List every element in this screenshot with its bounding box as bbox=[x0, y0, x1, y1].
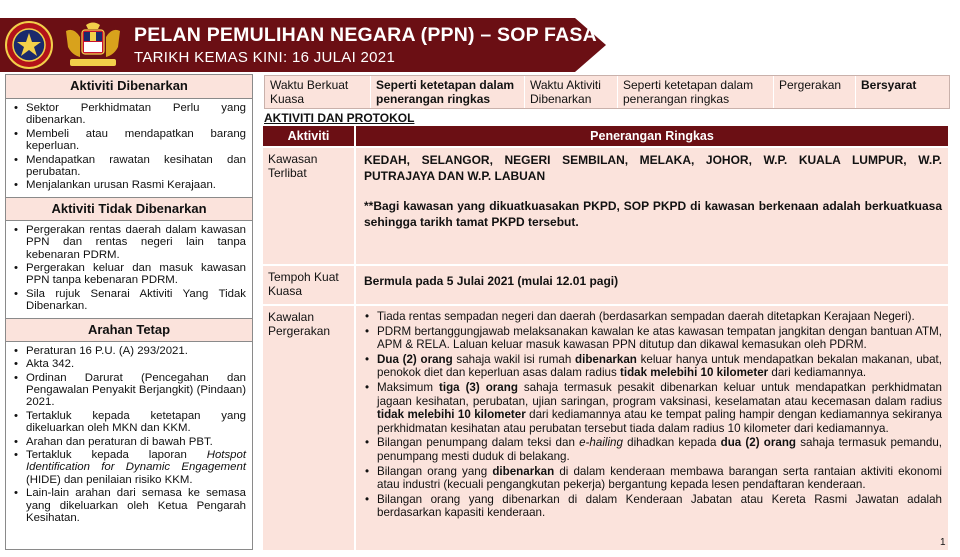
info-label-movement: Pergerakan bbox=[774, 76, 856, 108]
text: dihadkan kepada bbox=[622, 436, 721, 450]
list-item: • Sila rujuk Senarai Aktiviti Yang Tidak Dibenarkan. bbox=[14, 288, 246, 313]
list-item bbox=[364, 381, 942, 435]
list-item: • Pergerakan keluar dan masuk kawasan PPN tanpa kebenaran PDRM. bbox=[14, 262, 246, 287]
bold-text: Dua (2) orang bbox=[377, 352, 453, 366]
info-value-effective-time: Seperti ketetapan dalam penerangan ringkas bbox=[371, 76, 525, 108]
bold-text: tidak melebihi 10 kilometer bbox=[377, 408, 526, 422]
text: Bilangan penumpang dalam teksi dan bbox=[377, 436, 580, 450]
list-item bbox=[364, 436, 942, 463]
protocol-table bbox=[263, 126, 948, 550]
update-date: TARIKH KEMAS KINI: 16 JULAI 2021 bbox=[134, 49, 396, 66]
list-item bbox=[364, 353, 942, 380]
bold-text: dibenarkan bbox=[575, 352, 637, 366]
list-item: • Tiada rentas sempadan negeri dan daerah (berdasarkan sempadan daerah ditetapkan Kerajaan Negeri). bbox=[364, 310, 942, 324]
text: sahaja termasuk pemandu, penumpang mesti duduk di belakang. bbox=[377, 436, 943, 463]
bold-text: tidak melebihi 10 kilometer bbox=[619, 366, 769, 380]
info-label-effective-time: Waktu Berkuat Kuasa bbox=[265, 76, 371, 108]
movement-list bbox=[364, 310, 942, 520]
text: di dalam kenderaan membawa barangan serta rantaian aktiviti ekonomi atau industri (kecuali pengangkutan pekerja) bergantung kepada lesen pendaftaran kenderaan. bbox=[377, 464, 942, 492]
list-item: • Mendapatkan rawatan kesihatan dan perubatan. bbox=[14, 154, 246, 179]
directives-list bbox=[6, 342, 252, 530]
column-header-activity: Aktiviti bbox=[263, 126, 356, 146]
info-value-activity-time: Seperti ketetapan dalam penerangan ringkas bbox=[618, 76, 774, 108]
not-allowed-list bbox=[6, 221, 252, 318]
left-panel bbox=[5, 74, 253, 550]
row-label-area: Kawasan Terlibat bbox=[263, 148, 356, 264]
bold-text: dua (2) orang bbox=[720, 436, 797, 450]
list-item bbox=[364, 465, 942, 492]
page-title: PELAN PEMULIHAN NEGARA (PPN) – SOP FASA 1 bbox=[134, 24, 613, 46]
row-value-area bbox=[356, 148, 948, 264]
info-bar bbox=[264, 75, 950, 109]
text: dari kediamannya atau ke tempat paling hampir dengan kediamannya sekiranya perkhidmatan kesihatan atau perubatan tersebut tiada dalam radius 10 kilometer dari kediamannya. bbox=[377, 408, 942, 435]
table-row bbox=[263, 266, 948, 304]
row-label-period: Tempoh Kuat Kuasa bbox=[263, 266, 356, 304]
text: sahaja termasuk pesakit dibenarkan keluar untuk mendapatkan perkhidmatan jagaan kesihatan, perubatan, ujian saringan, program vaksinasi, keselamatan atau kecemasan dalam radius bbox=[377, 380, 942, 408]
list-item: • Ordinan Darurat (Pencegahan dan Pengawalan Penyakit Berjangkit) (Pindaan) 2021. bbox=[14, 372, 246, 409]
pdrm-crest-icon bbox=[4, 20, 54, 70]
list-item: • Arahan dan peraturan di bawah PBT. bbox=[14, 436, 246, 448]
list-item: • Sektor Perkhidmatan Perlu yang dibenarkan. bbox=[14, 102, 246, 127]
malaysia-coat-of-arms-icon bbox=[60, 21, 126, 69]
list-item: • Lain-lain arahan dari semasa ke semasa yang dikeluarkan oleh Ketua Pengarah Kesihatan. bbox=[14, 487, 246, 524]
list-item bbox=[14, 449, 246, 486]
list-item: • Pergerakan rentas daerah dalam kawasan PPN dan rentas negeri lain tanpa kebenaran PDRM. bbox=[14, 224, 246, 261]
section-label: AKTIVITI DAN PROTOKOL bbox=[264, 111, 415, 125]
allowed-heading: Aktiviti Dibenarkan bbox=[6, 75, 252, 99]
list-item: • Membeli atau mendapatkan barang keperluan. bbox=[14, 128, 246, 153]
allowed-list bbox=[6, 99, 252, 197]
not-allowed-heading: Aktiviti Tidak Dibenarkan bbox=[6, 197, 252, 221]
info-value-movement: Bersyarat bbox=[856, 76, 949, 108]
list-item: • Bilangan orang yang dibenarkan di dalam Kenderaan Jabatan atau Kereta Rasmi Jawatan adalah berdasarkan kapasiti kenderaan. bbox=[364, 493, 942, 520]
table-row bbox=[263, 306, 948, 550]
italic-text: e-hailing bbox=[579, 436, 623, 450]
list-item: • Akta 342. bbox=[14, 358, 246, 370]
row-value-period: Bermula pada 5 Julai 2021 (mulai 12.01 pagi) bbox=[356, 266, 948, 304]
row-value-movement bbox=[356, 306, 948, 550]
hotspot-text-before: Tertakluk kepada laporan bbox=[26, 448, 207, 461]
text: Bilangan orang yang bbox=[377, 464, 493, 478]
hotspot-text-italic: Hotspot Identification for Dynamic Engagement bbox=[26, 448, 246, 474]
info-label-activity-time: Waktu Aktiviti Dibenarkan bbox=[525, 76, 618, 108]
text: dari kediamannya. bbox=[768, 366, 867, 380]
area-list: KEDAH, SELANGOR, NEGERI SEMBILAN, MELAKA, JOHOR, W.P. KUALA LUMPUR, W.P. PUTRAJAYA DAN W.P. LABUAN bbox=[364, 153, 942, 183]
bold-text: dibenarkan bbox=[492, 464, 555, 478]
bold-text: tiga (3) orang bbox=[439, 380, 518, 394]
directives-heading: Arahan Tetap bbox=[6, 318, 252, 342]
text: Maksimum bbox=[377, 380, 439, 394]
column-header-description: Penerangan Ringkas bbox=[590, 129, 714, 143]
page-number: 1 bbox=[940, 537, 946, 548]
hotspot-text-after: (HIDE) dan penilaian risiko KKM. bbox=[26, 473, 193, 486]
list-item: • Peraturan 16 P.U. (A) 293/2021. bbox=[14, 345, 246, 357]
text: sahaja wakil isi rumah bbox=[452, 352, 576, 366]
table-row bbox=[263, 148, 948, 264]
pkpd-note: **Bagi kawasan yang dikuatkuasakan PKPD, SOP PKPD di kawasan berkenaan adalah berkuatkuasa sehingga tarikh tamat PKPD tersebut. bbox=[364, 199, 942, 229]
list-item: • Tertakluk kepada ketetapan yang dikeluarkan oleh MKN dan KKM. bbox=[14, 410, 246, 435]
row-label-movement: Kawalan Pergerakan bbox=[263, 306, 356, 550]
list-item: • PDRM bertanggungjawab melaksanakan kawalan ke atas kawasan tempatan jangkitan dengan bantuan ATM, APM & RELA. Laluan keluar masuk kawasan PPN ditutup dan dikawal kemasukan oleh PDRM. bbox=[364, 325, 942, 352]
table-header bbox=[263, 126, 948, 146]
list-item: • Menjalankan urusan Rasmi Kerajaan. bbox=[14, 179, 246, 191]
text: keluar hanya untuk mendapatkan bekalan makanan, ubat, penokok diet dan keperluan asas dalam radius bbox=[377, 352, 942, 380]
logo-area bbox=[4, 20, 128, 70]
